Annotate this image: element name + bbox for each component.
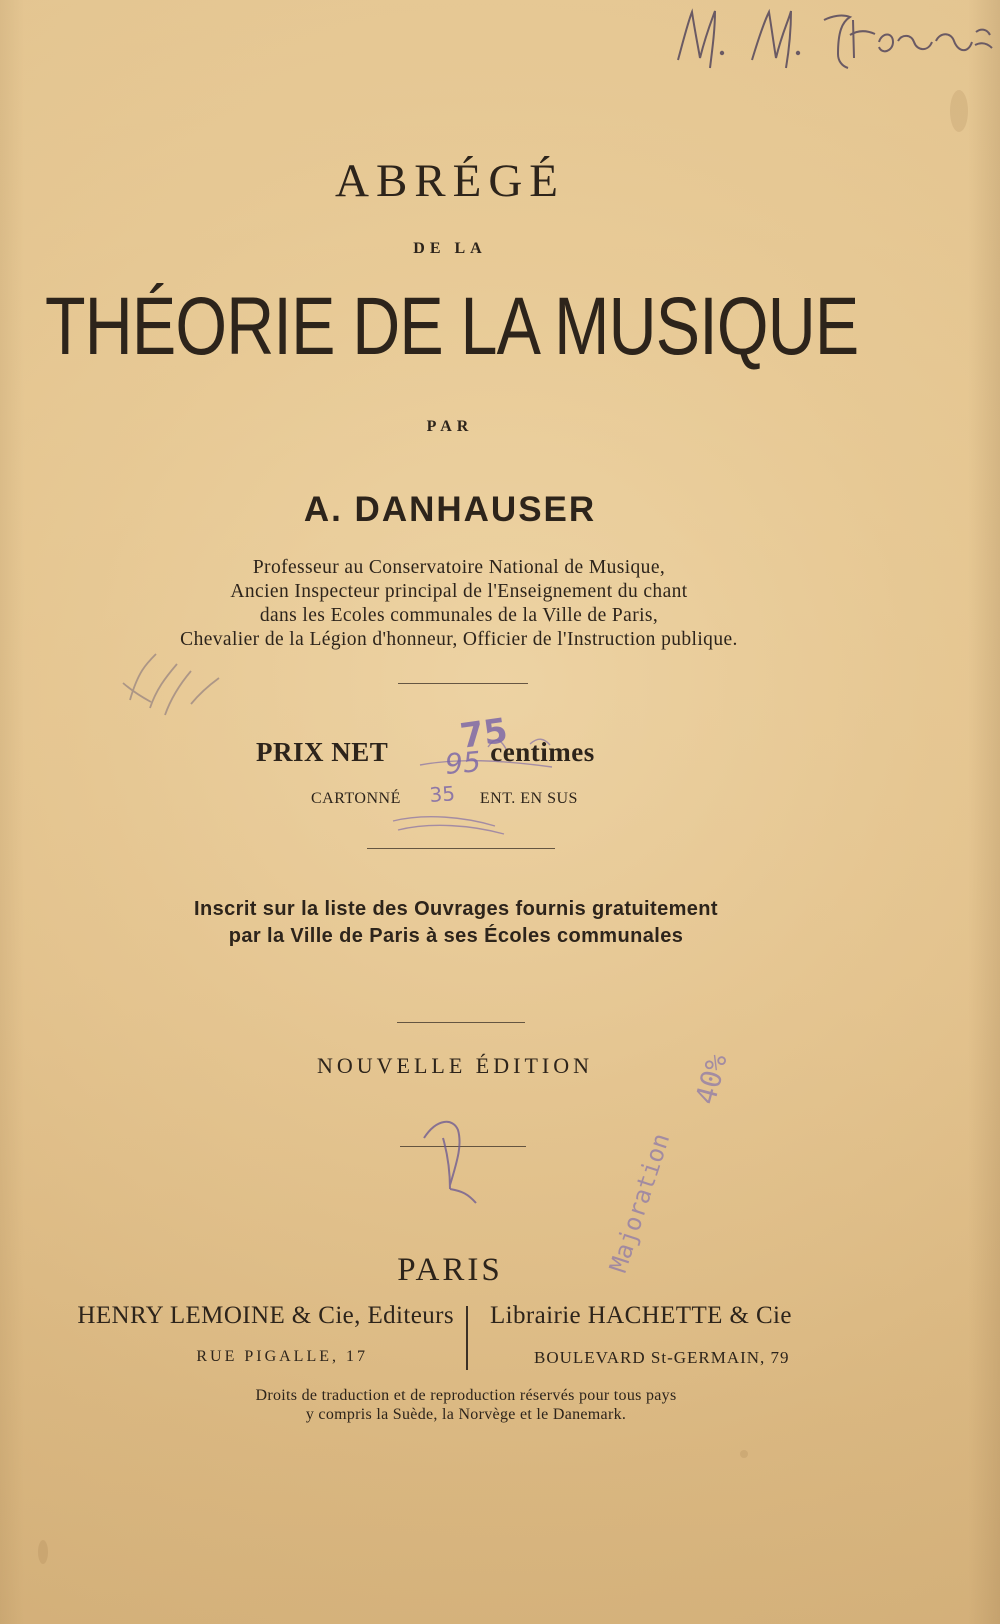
title-line-de-la: DE LA — [413, 240, 487, 257]
section-rule — [398, 683, 528, 684]
paper-stain — [38, 1540, 48, 1564]
stamp-percent: 40% — [688, 1050, 734, 1108]
price-suffix: centimes — [490, 737, 595, 767]
inscription-line: par la Ville de Paris à ses Écoles communales — [228, 925, 684, 947]
stamp-majoration: Majoration — [604, 1129, 676, 1276]
author-credentials — [0, 556, 1000, 652]
credential-line: Chevalier de la Légion d'honneur, Officier de l'Instruction publique. — [180, 629, 738, 650]
pencil-marks — [123, 654, 219, 715]
rights-notice — [0, 1386, 1000, 1424]
cartonne-left: CARTONNÉ — [311, 790, 401, 807]
publisher-right-name: Librairie HACHETTE & Cie — [490, 1302, 792, 1329]
publisher-left-address: RUE PIGALLE, 17 — [196, 1348, 368, 1365]
publisher-city: PARIS — [397, 1252, 503, 1288]
paper-stain — [740, 1450, 748, 1458]
inscription-block — [0, 896, 1000, 950]
section-rule — [397, 1022, 525, 1023]
rights-line: Droits de traduction et de reproduction réservés pour tous pays — [255, 1387, 677, 1404]
title-line-abrege: ABRÉGÉ — [335, 155, 565, 207]
cartonne-line — [311, 790, 611, 808]
stamp-price-low: 35 — [428, 781, 456, 807]
credential-line: Ancien Inspecteur principal de l'Enseignement du chant — [230, 581, 688, 602]
price-rule — [367, 848, 555, 849]
price-prefix: PRIX NET — [256, 737, 388, 767]
price-line — [256, 737, 696, 768]
publisher-divider — [466, 1306, 468, 1370]
paper-stain — [950, 90, 968, 132]
credential-line: dans les Ecoles communales de la Ville de Paris, — [259, 605, 659, 626]
stamp-price-top: 75 — [457, 710, 511, 757]
publisher-left-name: HENRY LEMOINE & Cie, Editeurs — [77, 1302, 454, 1329]
author-name: A. DANHAUSER — [303, 490, 597, 529]
majoration-stamp — [604, 1050, 734, 1276]
handwritten-signature — [670, 2, 995, 74]
stamp-price-mid: 95 — [443, 744, 483, 781]
credential-line: Professeur au Conservatoire National de Musique, — [252, 557, 666, 578]
page-right-shadow — [968, 0, 1000, 1624]
inscription-line: Inscrit sur la liste des Ouvrages fournis gratuitement — [194, 898, 718, 920]
title-main: THÉORIE DE LA MUSIQUE — [45, 281, 859, 372]
publisher-right-address: BOULEVARD St-GERMAIN, 79 — [534, 1348, 790, 1367]
title-line-par: PAR — [426, 418, 474, 435]
section-rule — [400, 1146, 526, 1147]
edition-label: NOUVELLE ÉDITION — [317, 1053, 593, 1078]
rights-line: y compris la Suède, la Norvège et le Danemark. — [305, 1406, 627, 1423]
handwritten-mark — [424, 1122, 476, 1203]
cartonne-right: ENT. EN SUS — [479, 790, 578, 807]
